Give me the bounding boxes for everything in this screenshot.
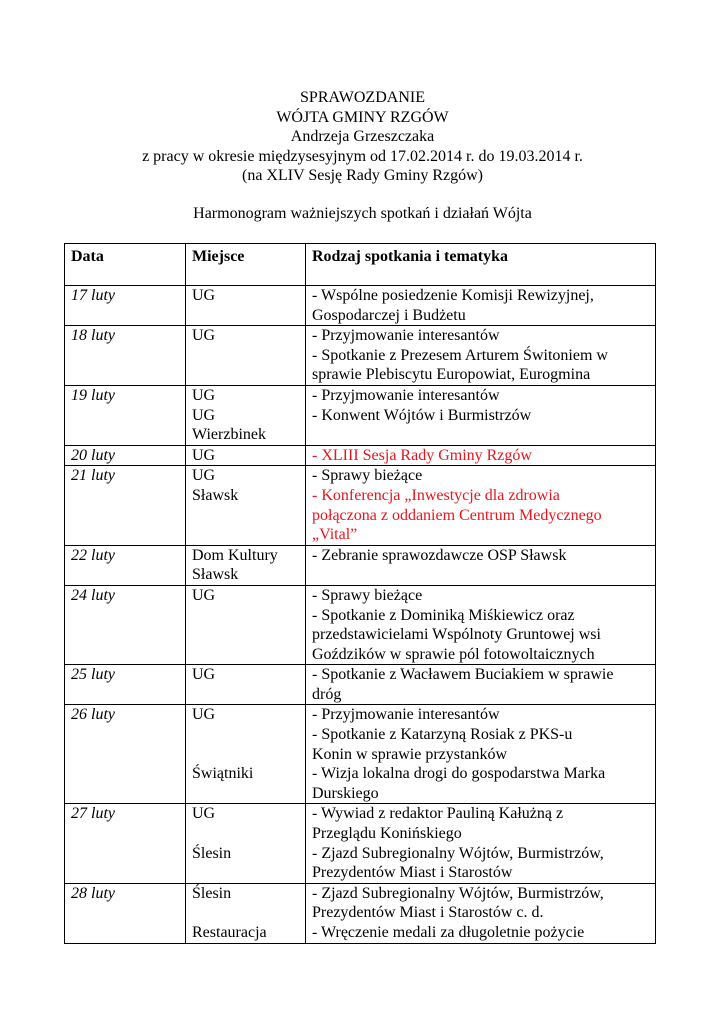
cell-date: 18 luty [65,326,186,386]
table-row [65,585,656,664]
place-line: Dom Kultury [192,546,278,564]
cell-date: 25 luty [65,665,186,705]
place-line [192,824,302,844]
topic-item [312,446,652,466]
column-header-place: Miejsce [186,244,306,286]
topic-line: - Przyjmowanie interesantów [312,327,500,345]
topic-line: - Przyjmowanie interesantów [312,386,500,404]
header-title: SPRAWOZDANIE [300,89,425,106]
column-header-date: Data [65,244,186,286]
place-line: UG [192,406,216,424]
place-line: Ślesin [192,844,232,862]
table-row [65,545,656,585]
topic-item [312,586,652,606]
place-line: Sławsk [192,486,239,504]
report-header [0,88,725,186]
table-row [65,466,656,545]
header-person: Andrzeja Grzeszczaka [290,128,435,146]
cell-date: 21 luty [65,466,186,545]
topic-line: Durskiego [312,784,379,802]
topic-line: - Konferencja „Inwestycje dla zdrowia [312,486,560,504]
topic-item [312,844,652,883]
topic-item [312,486,652,545]
cell-date: 24 luty [65,585,186,664]
topic-line: Konin w sprawie przystanków [312,745,508,763]
table-row [65,705,656,804]
cell-place [186,585,306,664]
place-line [192,745,302,765]
topic-line: połączona z oddaniem Centrum Medycznego [312,506,602,524]
table-row [65,883,656,943]
topic-line: - Spotkanie z Dominiką Miśkiewicz oraz [312,606,575,624]
topic-line: Przeglądu Konińskiego [312,825,462,843]
place-line [192,903,302,923]
cell-date: 22 luty [65,545,186,585]
schedule-subtitle: Harmonogram ważniejszych spotkań i działań Wójta [193,205,532,222]
topic-line: - Zjazd Subregionalny Wójtów, Burmistrzów, [312,844,604,862]
topic-line: dróg [312,685,342,703]
cell-topic [306,545,656,585]
cell-topic [306,466,656,545]
header-session: (na XLIV Sesję Rady Gminy Rzgów) [242,167,483,185]
place-line: Restauracja [192,924,267,941]
cell-topic [306,665,656,705]
topic-item [312,804,652,843]
table-body [65,286,656,944]
topic-line: przedstawicielami Wspólnoty Gruntowej wsi [312,626,601,644]
cell-topic [306,883,656,943]
topic-line: Gospodarczej i Budżetu [312,306,466,324]
place-line: UG [192,386,216,404]
cell-date: 20 luty [65,445,186,466]
topic-line: - Przyjmowanie interesantów [312,706,500,724]
topic-line: - Spotkanie z Wacławem Buciakiem w sprawie [312,666,614,684]
topic-line: - Konwent Wójtów i Burmistrzów [312,406,532,424]
place-line: UG [192,287,216,304]
topic-line: Prezydentów Miast i Starostów c. d. [312,904,544,922]
topic-line: - Spotkanie z Prezesem Arturem Świtoniem w [312,346,608,364]
cell-topic [306,385,656,445]
cell-topic [306,804,656,883]
topic-line: - XLIII Sesja Rady Gminy Rzgów [312,446,532,464]
cell-place [186,445,306,466]
topic-line: - Wspólne posiedzenie Komisji Rewizyjnej, [312,287,594,304]
cell-date: 26 luty [65,705,186,804]
topic-item [312,346,652,385]
topic-line: „Vital” [312,526,358,544]
cell-place [186,804,306,883]
topic-line: Goździków w sprawie pól fotowoltaicznych [312,645,595,663]
topic-item [312,606,652,665]
cell-place [186,466,306,545]
cell-date: 27 luty [65,804,186,883]
cell-place [186,883,306,943]
cell-place [186,705,306,804]
cell-place [186,665,306,705]
table-row [65,326,656,386]
cell-date: 19 luty [65,385,186,445]
cell-place [186,286,306,326]
cell-topic [306,286,656,326]
cell-date: 17 luty [65,286,186,326]
table-row [65,665,656,705]
topic-line: sprawie Plebiscytu Europowiat, Eurogmina [312,366,591,384]
place-line: UG [192,706,216,724]
topic-item [312,326,652,346]
place-line: Świątniki [192,765,254,783]
place-line: UG [192,327,216,345]
table-header-row [65,244,656,286]
topic-item [312,705,652,725]
table-row [65,385,656,445]
table-row [65,445,656,466]
topic-line: - Spotkanie z Katarzyną Rosiak z PKS-u [312,726,573,744]
header-period: z pracy w okresie międzysesyjnym od 17.02.2014 r. do 19.03.2014 r. [142,147,583,165]
table-row [65,286,656,326]
place-line: UG [192,446,216,464]
topic-line: - Zjazd Subregionalny Wójtów, Burmistrzów, [312,884,604,902]
cell-topic [306,705,656,804]
topic-line: - Wizja lokalna drogi do gospodarstwa Marka [312,765,606,783]
topic-item [312,764,652,803]
header-office: WÓJTA GMINY RZGÓW [276,108,449,126]
cell-date: 28 luty [65,883,186,943]
column-header-topic: Rodzaj spotkania i tematyka [306,244,656,286]
topic-item [312,286,652,325]
cell-topic [306,326,656,386]
schedule-table [64,243,656,944]
cell-topic [306,585,656,664]
place-line: UG [192,805,216,823]
topic-line: - Zebranie sprawozdawcze OSP Sławsk [312,546,567,564]
topic-item [312,386,652,406]
topic-line: - Sprawy bieżące [312,586,423,604]
topic-line: - Wywiad z redaktor Pauliną Kałużną z [312,805,564,823]
place-line: UG [192,467,216,485]
cell-place [186,385,306,445]
topic-item [312,725,652,764]
topic-line: - Sprawy bieżące [312,467,423,485]
cell-place [186,326,306,386]
place-line: Ślesin [192,884,232,902]
cell-place [186,545,306,585]
place-line: Wierzbinek [192,426,266,444]
topic-item [312,546,652,566]
place-line: UG [192,586,216,604]
place-line: Sławsk [192,566,239,584]
topic-line: - Wręczenie medali za długoletnie pożycie [312,924,585,941]
topic-item [312,665,652,704]
topic-item [312,466,652,486]
place-line: UG [192,666,216,684]
place-line [192,725,302,745]
topic-item [312,884,652,923]
topic-item [312,923,652,943]
topic-item [312,406,652,426]
cell-topic [306,445,656,466]
topic-line: Prezydentów Miast i Starostów [312,864,513,882]
table-row [65,804,656,883]
